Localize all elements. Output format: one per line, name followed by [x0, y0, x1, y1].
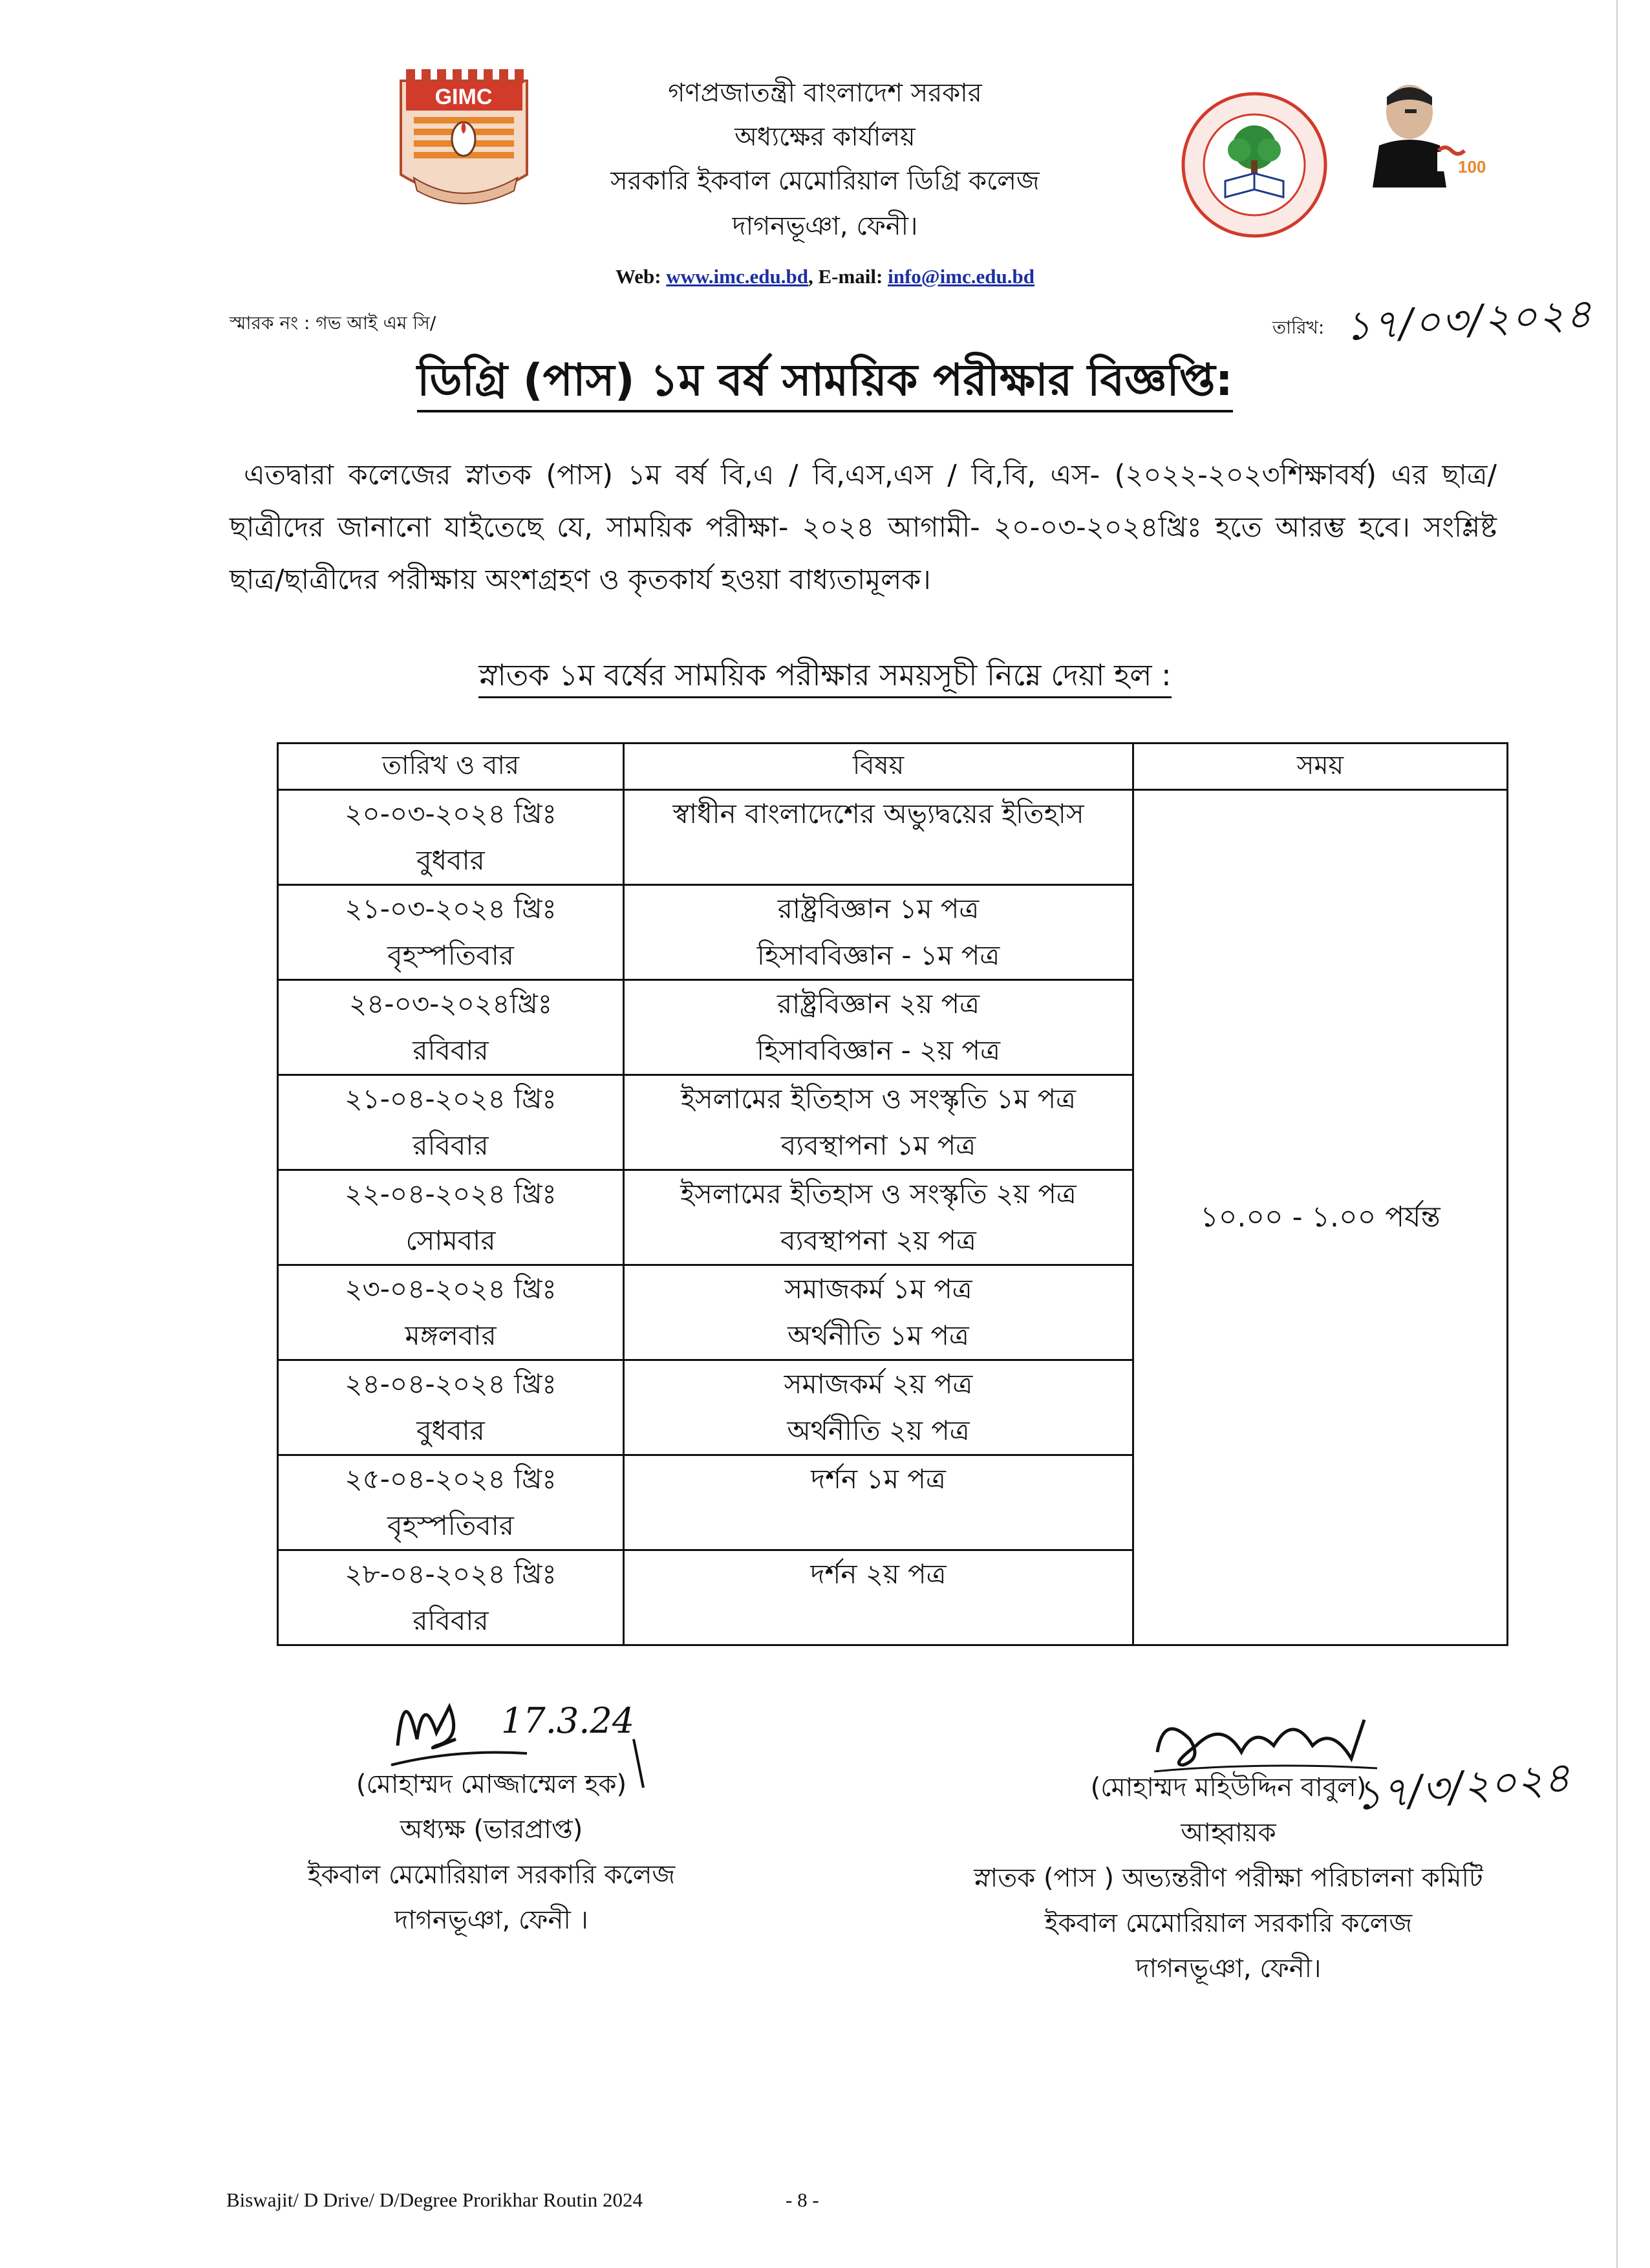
subject-line: ব্যবস্থাপনা ২য় পত্র: [780, 1225, 976, 1256]
subject-cell: [624, 1170, 1133, 1265]
date-cell: [278, 1075, 624, 1170]
table-row: [278, 790, 1508, 885]
subject-cell: [624, 1265, 1133, 1360]
time-cell: ১০.০০ - ১.০০ পর্যন্ত: [1133, 790, 1508, 1645]
portrait-logo: [1361, 74, 1500, 187]
exam-day: বুধবার: [416, 844, 485, 876]
portrait-badge: 100: [1458, 157, 1486, 177]
convener-signature-date: ১৭/৩/২০২৪: [1353, 1753, 1572, 1821]
exam-date: ২৫-০৪-২০২৪ খ্রিঃ: [345, 1463, 557, 1495]
date-cell: [278, 980, 624, 1075]
handwritten-date: ১৭/০৩/২০২৪: [1344, 290, 1594, 350]
convener-org: ইকবাল মেমোরিয়াল সরকারি কলেজ: [1044, 1909, 1413, 1938]
page-number: - 8 -: [786, 2188, 819, 2211]
exam-date: ২৪-০৩-২০২৪খ্রিঃ: [348, 988, 553, 1020]
exam-day: বুধবার: [416, 1415, 485, 1446]
convener-title: আহ্বায়ক: [1181, 1818, 1276, 1848]
subject-line: রাষ্ট্রবিজ্ঞান ২য় পত্র: [777, 988, 980, 1020]
subject-cell: [624, 790, 1133, 885]
date-cell: [278, 790, 624, 885]
subject-cell: [624, 1360, 1133, 1455]
subject-line: রাষ্ট্রবিজ্ঞান ১ম পত্র: [777, 893, 980, 925]
exam-date: ২০-০৩-২০২৪ খ্রিঃ: [345, 798, 557, 829]
subject-cell: [624, 980, 1133, 1075]
date-cell: [278, 1550, 624, 1645]
subject-line: দর্শন ১ম পত্র: [811, 1463, 946, 1495]
header-time: সময়: [1133, 744, 1508, 790]
convener-committee: স্নাতক (পাস ) অভ্যন্তরীণ পরীক্ষা পরিচালনা কমিটি: [974, 1863, 1483, 1893]
convener-signatory: [918, 1765, 1539, 1991]
subject-cell: [624, 1550, 1133, 1645]
date-label: তারিখ:: [1272, 317, 1325, 338]
principal-signature-date: 17.3.24: [501, 1700, 635, 1741]
college-name: সরকারি ইকবাল মেমোরিয়াল ডিগ্রি কলেজ: [610, 166, 1040, 196]
exam-day: রবিবার: [412, 1034, 489, 1066]
exam-day: বৃহস্পতিবার: [387, 1510, 514, 1541]
date-cell: [278, 885, 624, 980]
exam-date: ২৪-০৪-২০২৪ খ্রিঃ: [345, 1368, 557, 1400]
exam-day: সোমবার: [405, 1225, 496, 1256]
subject-line: হিসাববিজ্ঞান - ১ম পত্র: [756, 939, 1000, 971]
subject-line: সমাজকর্ম ১ম পত্র: [784, 1273, 972, 1305]
govt-header: গণপ্রজাতন্ত্রী বাংলাদেশ সরকার: [668, 78, 982, 108]
contact-line: [0, 265, 1650, 288]
exam-schedule-table: [277, 742, 1508, 1646]
file-path-footer: Biswajit/ D Drive/ D/Degree Prorikhar Routin 2024: [226, 2188, 643, 2211]
exam-day: মঙ্গলবার: [405, 1320, 497, 1351]
subject-line: হিসাববিজ্ঞান - ২য় পত্র: [756, 1034, 1000, 1066]
notice-title-text: ডিগ্রি (পাস) ১ম বর্ষ সাময়িক পরীক্ষার বিজ্ঞপ্তি:: [417, 355, 1233, 412]
header-subject: বিষয়: [624, 744, 1133, 790]
subject-line: অর্থনীতি ২য় পত্র: [787, 1415, 970, 1446]
exam-date: ২১-০৪-২০২৪ খ্রিঃ: [345, 1083, 557, 1115]
principal-place: দাগনভূঞা, ফেনী ।: [394, 1905, 588, 1935]
date-cell: [278, 1265, 624, 1360]
subject-line: ইসলামের ইতিহাস ও সংস্কৃতি ১ম পত্র: [681, 1083, 1076, 1115]
logo-text: GIMC: [434, 85, 493, 109]
exam-date: ২১-০৩-২০২৪ খ্রিঃ: [345, 893, 557, 925]
header-date-day: তারিখ ও বার: [278, 744, 624, 790]
subject-line: দর্শন ২য় পত্র: [810, 1558, 947, 1590]
subject-line: অর্থনীতি ১ম পত্র: [788, 1320, 969, 1351]
subject-line: ইসলামের ইতিহাস ও সংস্কৃতি ২য় পত্র: [680, 1178, 1077, 1210]
subject-line: স্বাধীন বাংলাদেশের অভ্যুদ্বয়ের ইতিহাস: [672, 798, 1084, 829]
exam-date: ২৮-০৪-২০২৪ খ্রিঃ: [345, 1558, 557, 1590]
office-header: অধ্যক্ষের কার্যালয়: [734, 122, 916, 152]
web-label: Web:: [615, 265, 667, 288]
subject-cell: [624, 885, 1133, 980]
email-label: , E-mail:: [808, 265, 888, 288]
scan-edge-line: [1616, 0, 1618, 2268]
subject-line: ব্যবস্থাপনা ১ম পত্র: [780, 1129, 976, 1161]
table-header-row: [278, 744, 1508, 790]
exam-day: রবিবার: [412, 1605, 489, 1636]
subject-cell: [624, 1075, 1133, 1170]
exam-day: বৃহস্পতিবার: [387, 939, 514, 971]
date-cell: [278, 1360, 624, 1455]
schedule-heading: [0, 653, 1650, 702]
convener-name: (মোহাম্মদ মহিউদ্দিন বাবুল): [1090, 1773, 1367, 1803]
principal-name: (মোহাম্মদ মোজ্জাম্মেল হক): [356, 1770, 627, 1799]
principal-title: অধ্যক্ষ (ভারপ্রাপ্ত): [400, 1815, 583, 1845]
subject-cell: [624, 1455, 1133, 1550]
date-cell: [278, 1170, 624, 1265]
exam-date: ২৩-০৪-২০২৪ খ্রিঃ: [345, 1273, 557, 1305]
principal-signatory: [272, 1762, 711, 1943]
education-seal-logo: [1180, 91, 1329, 239]
college-location: দাগনভূঞা, ফেনী।: [732, 211, 918, 241]
exam-date: ২২-০৪-২০২৪ খ্রিঃ: [345, 1178, 557, 1210]
subject-line: সমাজকর্ম ২য় পত্র: [784, 1368, 973, 1400]
notice-title: [0, 346, 1650, 420]
date-cell: [278, 1455, 624, 1550]
exam-day: রবিবার: [412, 1129, 489, 1161]
principal-org: ইকবাল মেমোরিয়াল সরকারি কলেজ: [307, 1860, 676, 1890]
convener-place: দাগনভূঞা, ফেনী।: [1135, 1954, 1322, 1984]
email-link[interactable]: info@imc.edu.bd: [888, 265, 1035, 288]
memo-number: স্মারক নং : গভ আই এম সি/: [230, 312, 436, 334]
notice-body: এতদ্বারা কলেজের স্নাতক (পাস) ১ম বর্ষ বি,এ / বি,এস,এস / বি,বি, এস- (২০২২-২০২৩শিক্ষাবর্ষ) এর ছাত্র/ছাত্রীদের জানানো যাইতেছে যে, সাময়িক পরীক্ষা- ২০২৪ আগামী- ২০-০৩-২০২৪খ্রিঃ হতে আরম্ভ হবে। সংশ্লিষ্ট ছাত্র/ছাত্রীদের পরীক্ষায় অংশগ্রহণ ও কৃতকার্য হওয়া বাধ্যতামূলক।: [230, 459, 1497, 596]
schedule-heading-text: স্নাতক ১ম বর্ষের সাময়িক পরীক্ষার সময়সূচী নিম্নে দেয়া হল :: [478, 658, 1171, 698]
website-link[interactable]: www.imc.edu.bd: [666, 265, 808, 288]
